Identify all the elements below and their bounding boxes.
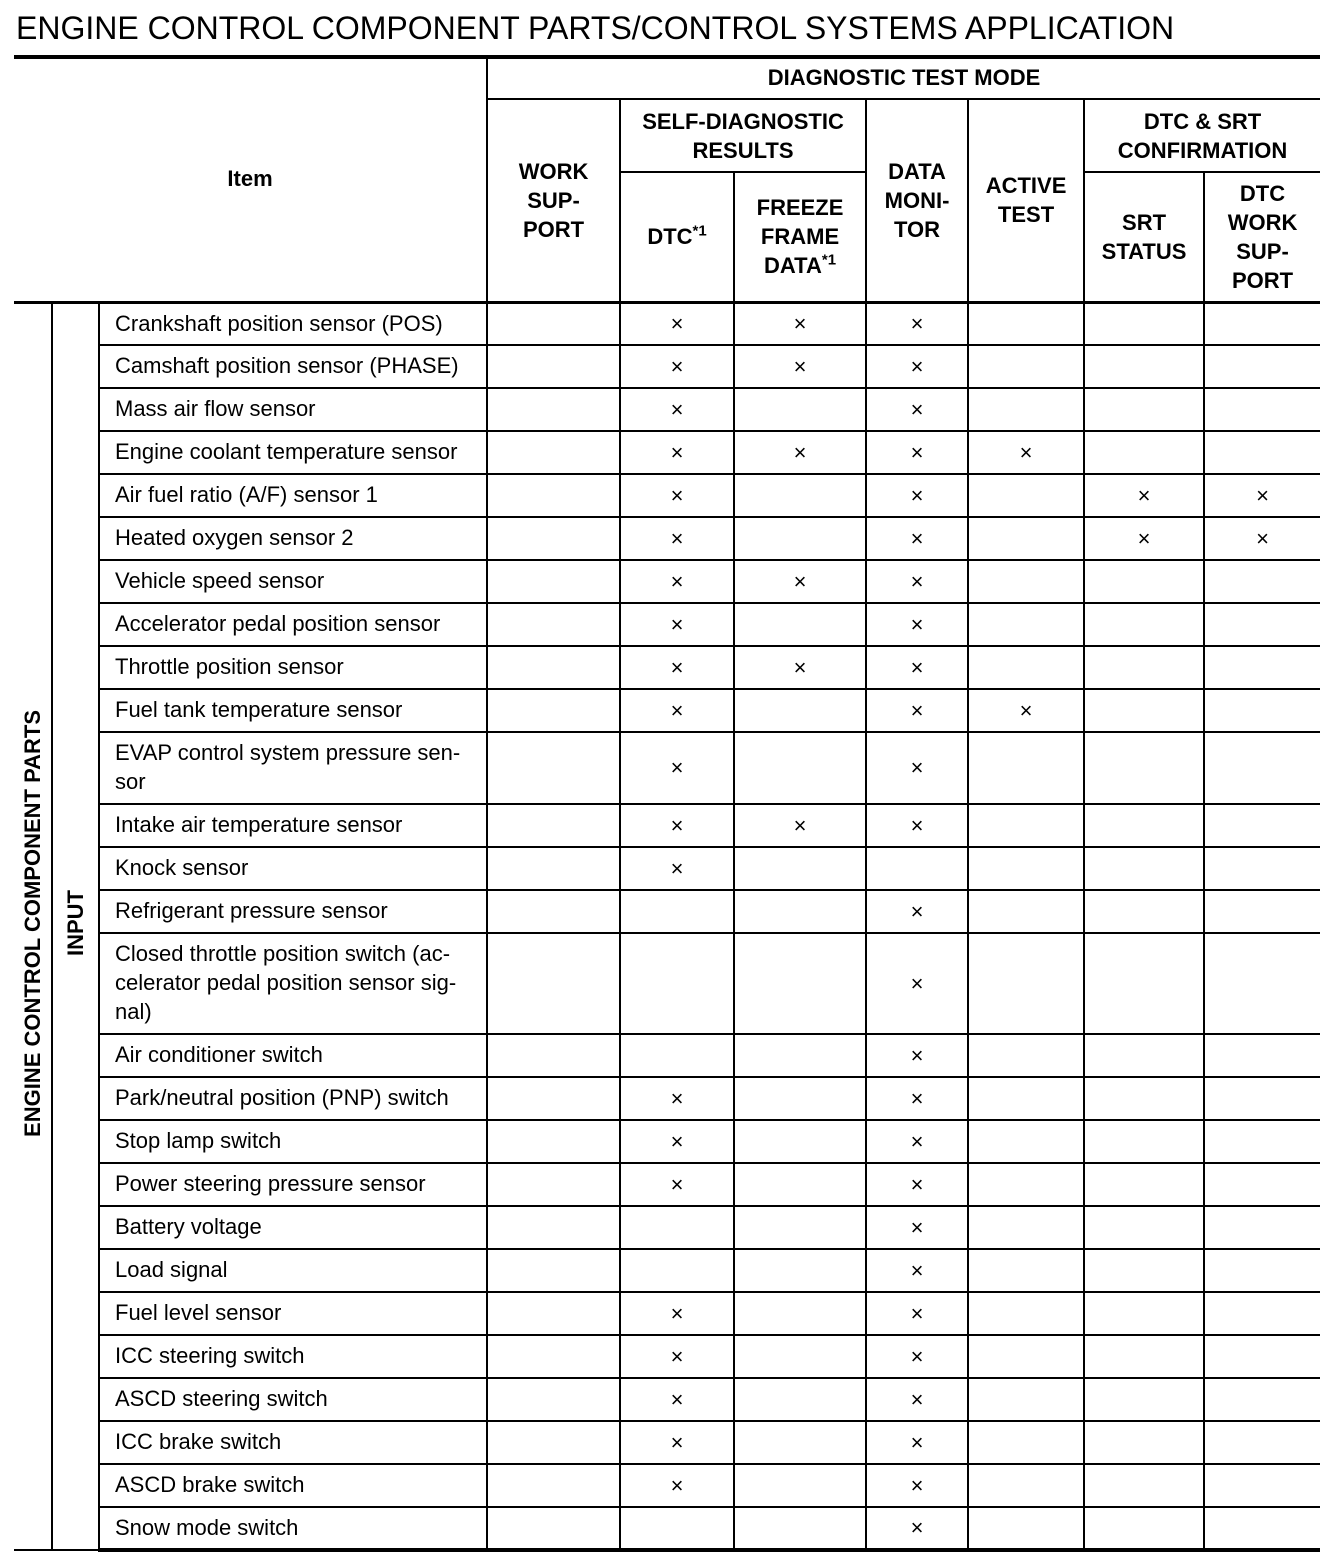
item-name: Park/neutral position (PNP) switch — [99, 1077, 487, 1120]
table-row — [14, 732, 1320, 804]
dtc-footnote-ref: *1 — [692, 222, 707, 240]
mark-cell-active-test — [968, 804, 1084, 847]
mark-cell-srt-status — [1084, 1249, 1204, 1292]
mark-cell-freeze-frame: × — [734, 345, 866, 388]
mark-cell-dtc-work-support — [1204, 1464, 1320, 1507]
mark-cell-dtc-work-support — [1204, 1335, 1320, 1378]
mark-cell-srt-status — [1084, 1034, 1204, 1077]
table-row — [14, 517, 1320, 560]
mark-cell-data-monitor: × — [866, 345, 968, 388]
mark-cell-srt-status — [1084, 1163, 1204, 1206]
mark-cell-work-support — [487, 1120, 620, 1163]
mark-cell-dtc: × — [620, 804, 734, 847]
data-monitor-header: DATA MONI- TOR — [866, 99, 968, 302]
item-name: Battery voltage — [99, 1206, 487, 1249]
mark-cell-data-monitor: × — [866, 804, 968, 847]
item-name: EVAP control system pressure sen- sor — [99, 732, 487, 804]
mark-cell-freeze-frame — [734, 933, 866, 1034]
mark-cell-data-monitor: × — [866, 474, 968, 517]
mark-cell-dtc — [620, 1507, 734, 1550]
table-row — [14, 1034, 1320, 1077]
mark-cell-freeze-frame: × — [734, 646, 866, 689]
mark-cell-work-support — [487, 1421, 620, 1464]
mark-cell-active-test — [968, 1292, 1084, 1335]
mark-cell-data-monitor — [866, 847, 968, 890]
mark-cell-active-test — [968, 1249, 1084, 1292]
mark-cell-work-support — [487, 1077, 620, 1120]
mark-cell-data-monitor: × — [866, 1292, 968, 1335]
mark-cell-dtc: × — [620, 1421, 734, 1464]
mark-cell-srt-status — [1084, 388, 1204, 431]
mark-cell-srt-status — [1084, 1464, 1204, 1507]
mark-cell-srt-status: × — [1084, 517, 1204, 560]
mark-cell-dtc-work-support — [1204, 1206, 1320, 1249]
item-name: Stop lamp switch — [99, 1120, 487, 1163]
mark-cell-work-support — [487, 1378, 620, 1421]
item-name: Vehicle speed sensor — [99, 560, 487, 603]
mark-cell-data-monitor: × — [866, 1206, 968, 1249]
table-row — [14, 345, 1320, 388]
table-body — [14, 302, 1320, 1550]
mark-cell-dtc-work-support — [1204, 560, 1320, 603]
table-row — [14, 388, 1320, 431]
self-diagnostic-results-header: SELF-DIAGNOSTIC RESULTS — [620, 99, 866, 172]
mark-cell-srt-status — [1084, 732, 1204, 804]
mark-cell-dtc-work-support — [1204, 1378, 1320, 1421]
mark-cell-active-test — [968, 1120, 1084, 1163]
mark-cell-data-monitor: × — [866, 689, 968, 732]
table-row — [14, 560, 1320, 603]
mark-cell-freeze-frame — [734, 517, 866, 560]
mark-cell-data-monitor: × — [866, 517, 968, 560]
mark-cell-active-test — [968, 933, 1084, 1034]
item-name: Knock sensor — [99, 847, 487, 890]
mark-cell-srt-status — [1084, 1292, 1204, 1335]
mark-cell-dtc-work-support — [1204, 1034, 1320, 1077]
mark-cell-dtc — [620, 1206, 734, 1249]
work-support-header: WORK SUP- PORT — [487, 99, 620, 302]
mark-cell-active-test — [968, 388, 1084, 431]
mark-cell-dtc-work-support: × — [1204, 517, 1320, 560]
mark-cell-dtc-work-support — [1204, 1421, 1320, 1464]
dtc-header: DTC$^{*1}$ — [620, 172, 734, 302]
mark-cell-dtc: × — [620, 1077, 734, 1120]
mark-cell-dtc: × — [620, 847, 734, 890]
mark-cell-work-support — [487, 1249, 620, 1292]
table-row — [14, 890, 1320, 933]
mark-cell-active-test — [968, 646, 1084, 689]
group-label: ENGINE CONTROL COMPONENT PARTS — [19, 709, 45, 1137]
mark-cell-dtc-work-support — [1204, 933, 1320, 1034]
mark-cell-freeze-frame: × — [734, 302, 866, 345]
table-row — [14, 804, 1320, 847]
mark-cell-srt-status — [1084, 560, 1204, 603]
mark-cell-dtc-work-support — [1204, 1120, 1320, 1163]
item-name: Snow mode switch — [99, 1507, 487, 1550]
table-row — [14, 1206, 1320, 1249]
mark-cell-freeze-frame — [734, 1249, 866, 1292]
mark-cell-freeze-frame: × — [734, 560, 866, 603]
mark-cell-data-monitor: × — [866, 1163, 968, 1206]
table-row — [14, 933, 1320, 1034]
mark-cell-data-monitor: × — [866, 1120, 968, 1163]
mark-cell-freeze-frame — [734, 474, 866, 517]
mark-cell-work-support — [487, 1464, 620, 1507]
item-name: Crankshaft position sensor (POS) — [99, 302, 487, 345]
mark-cell-active-test — [968, 1163, 1084, 1206]
item-name: Engine coolant temperature sensor — [99, 431, 487, 474]
table-row — [14, 1120, 1320, 1163]
mark-cell-dtc: × — [620, 732, 734, 804]
page-title: ENGINE CONTROL COMPONENT PARTS/CONTROL SYSTEMS APPLICATION — [16, 10, 1175, 46]
item-name: Mass air flow sensor — [99, 388, 487, 431]
mark-cell-freeze-frame — [734, 603, 866, 646]
mark-cell-dtc-work-support — [1204, 603, 1320, 646]
item-name: ASCD brake switch — [99, 1464, 487, 1507]
mark-cell-dtc: × — [620, 560, 734, 603]
mark-cell-dtc-work-support — [1204, 302, 1320, 345]
mark-cell-dtc-work-support — [1204, 804, 1320, 847]
mark-cell-work-support — [487, 345, 620, 388]
item-name: Heated oxygen sensor 2 — [99, 517, 487, 560]
mark-cell-freeze-frame — [734, 1421, 866, 1464]
mark-cell-data-monitor: × — [866, 603, 968, 646]
table-row — [14, 847, 1320, 890]
mark-cell-dtc — [620, 1034, 734, 1077]
mark-cell-work-support — [487, 560, 620, 603]
mark-cell-data-monitor: × — [866, 732, 968, 804]
mark-cell-freeze-frame — [734, 388, 866, 431]
mark-cell-freeze-frame — [734, 1507, 866, 1550]
table-row — [14, 646, 1320, 689]
mark-cell-dtc-work-support — [1204, 847, 1320, 890]
mark-cell-data-monitor: × — [866, 1378, 968, 1421]
mark-cell-dtc: × — [620, 302, 734, 345]
mark-cell-srt-status: × — [1084, 474, 1204, 517]
mark-cell-active-test — [968, 1378, 1084, 1421]
mark-cell-dtc: × — [620, 689, 734, 732]
item-name: Accelerator pedal position sensor — [99, 603, 487, 646]
mark-cell-srt-status — [1084, 1378, 1204, 1421]
mark-cell-freeze-frame — [734, 1292, 866, 1335]
table-row — [14, 689, 1320, 732]
mark-cell-work-support — [487, 933, 620, 1034]
item-name: ICC steering switch — [99, 1335, 487, 1378]
mark-cell-dtc-work-support: × — [1204, 474, 1320, 517]
mark-cell-dtc: × — [620, 1120, 734, 1163]
mark-cell-freeze-frame — [734, 1335, 866, 1378]
mark-cell-srt-status — [1084, 1335, 1204, 1378]
mark-cell-data-monitor: × — [866, 1034, 968, 1077]
mark-cell-dtc-work-support — [1204, 1077, 1320, 1120]
mark-cell-work-support — [487, 1507, 620, 1550]
mark-cell-dtc: × — [620, 646, 734, 689]
subgroup-label: INPUT — [62, 890, 88, 957]
mark-cell-srt-status — [1084, 603, 1204, 646]
table-row — [14, 1292, 1320, 1335]
srt-status-header: SRT STATUS — [1084, 172, 1204, 302]
item-name: Fuel level sensor — [99, 1292, 487, 1335]
item-name: Fuel tank temperature sensor — [99, 689, 487, 732]
mark-cell-dtc: × — [620, 345, 734, 388]
table-row — [14, 1077, 1320, 1120]
subgroup-label-cell — [52, 302, 99, 1550]
mark-cell-data-monitor: × — [866, 1464, 968, 1507]
mark-cell-dtc-work-support — [1204, 1507, 1320, 1550]
mark-cell-data-monitor: × — [866, 933, 968, 1034]
mark-cell-dtc-work-support — [1204, 1249, 1320, 1292]
mark-cell-data-monitor: × — [866, 431, 968, 474]
mark-cell-active-test — [968, 302, 1084, 345]
mark-cell-work-support — [487, 1206, 620, 1249]
mark-cell-dtc-work-support — [1204, 388, 1320, 431]
item-name: Air conditioner switch — [99, 1034, 487, 1077]
dtc-srt-confirmation-header: DTC & SRT CONFIRMATION — [1084, 99, 1320, 172]
mark-cell-work-support — [487, 517, 620, 560]
mark-cell-active-test — [968, 474, 1084, 517]
mark-cell-active-test — [968, 1507, 1084, 1550]
mark-cell-active-test — [968, 517, 1084, 560]
mark-cell-dtc: × — [620, 517, 734, 560]
mark-cell-data-monitor: × — [866, 1249, 968, 1292]
mark-cell-dtc-work-support — [1204, 890, 1320, 933]
mark-cell-dtc: × — [620, 1335, 734, 1378]
group-label-cell — [14, 302, 52, 1550]
mark-cell-active-test: × — [968, 431, 1084, 474]
mark-cell-dtc: × — [620, 1378, 734, 1421]
item-name: Air fuel ratio (A/F) sensor 1 — [99, 474, 487, 517]
mark-cell-active-test — [968, 1464, 1084, 1507]
freeze-frame-data-header: FREEZE FRAME DATA$^{*1}$ — [734, 172, 866, 302]
mark-cell-dtc: × — [620, 1163, 734, 1206]
mark-cell-active-test — [968, 1034, 1084, 1077]
mark-cell-dtc: × — [620, 388, 734, 431]
mark-cell-dtc-work-support — [1204, 1163, 1320, 1206]
mark-cell-freeze-frame — [734, 1378, 866, 1421]
mark-cell-active-test — [968, 560, 1084, 603]
mark-cell-freeze-frame — [734, 1206, 866, 1249]
mark-cell-srt-status — [1084, 646, 1204, 689]
table-row — [14, 603, 1320, 646]
mark-cell-srt-status — [1084, 431, 1204, 474]
mark-cell-srt-status — [1084, 1120, 1204, 1163]
mark-cell-dtc — [620, 933, 734, 1034]
item-name: Load signal — [99, 1249, 487, 1292]
table-row — [14, 1507, 1320, 1550]
item-name: Intake air temperature sensor — [99, 804, 487, 847]
mark-cell-work-support — [487, 1034, 620, 1077]
mark-cell-work-support — [487, 689, 620, 732]
mark-cell-freeze-frame — [734, 847, 866, 890]
item-name: Refrigerant pressure sensor — [99, 890, 487, 933]
mark-cell-srt-status — [1084, 302, 1204, 345]
mark-cell-srt-status — [1084, 345, 1204, 388]
mark-cell-work-support — [487, 646, 620, 689]
mark-cell-work-support — [487, 890, 620, 933]
mark-cell-data-monitor: × — [866, 1421, 968, 1464]
item-name: ICC brake switch — [99, 1421, 487, 1464]
mark-cell-dtc: × — [620, 1292, 734, 1335]
mark-cell-data-monitor: × — [866, 1077, 968, 1120]
mark-cell-active-test — [968, 847, 1084, 890]
mark-cell-data-monitor: × — [866, 646, 968, 689]
mark-cell-data-monitor: × — [866, 1507, 968, 1550]
mark-cell-dtc: × — [620, 603, 734, 646]
mark-cell-active-test — [968, 890, 1084, 933]
dtc-work-support-header: DTC WORK SUP- PORT — [1204, 172, 1320, 302]
mark-cell-data-monitor: × — [866, 560, 968, 603]
table-row — [14, 1163, 1320, 1206]
mark-cell-active-test — [968, 603, 1084, 646]
mark-cell-data-monitor: × — [866, 388, 968, 431]
diagnostic-test-mode-header: DIAGNOSTIC TEST MODE — [487, 57, 1320, 99]
active-test-header: ACTIVE TEST — [968, 99, 1084, 302]
mark-cell-srt-status — [1084, 804, 1204, 847]
table-row — [14, 1421, 1320, 1464]
table-row — [14, 1249, 1320, 1292]
table-row — [14, 474, 1320, 517]
mark-cell-active-test — [968, 1077, 1084, 1120]
mark-cell-work-support — [487, 1163, 620, 1206]
mark-cell-freeze-frame: × — [734, 804, 866, 847]
mark-cell-dtc-work-support — [1204, 1292, 1320, 1335]
mark-cell-active-test — [968, 1335, 1084, 1378]
item-header: Item — [14, 57, 487, 302]
mark-cell-data-monitor: × — [866, 890, 968, 933]
mark-cell-srt-status — [1084, 890, 1204, 933]
mark-cell-dtc-work-support — [1204, 732, 1320, 804]
mark-cell-dtc-work-support — [1204, 689, 1320, 732]
item-name: Throttle position sensor — [99, 646, 487, 689]
mark-cell-dtc: × — [620, 1464, 734, 1507]
mark-cell-srt-status — [1084, 1421, 1204, 1464]
mark-cell-freeze-frame — [734, 1464, 866, 1507]
mark-cell-freeze-frame — [734, 1034, 866, 1077]
mark-cell-dtc: × — [620, 431, 734, 474]
application-table — [14, 57, 1320, 1552]
item-name: ASCD steering switch — [99, 1378, 487, 1421]
mark-cell-work-support — [487, 732, 620, 804]
item-name: Power steering pressure sensor — [99, 1163, 487, 1206]
mark-cell-srt-status — [1084, 933, 1204, 1034]
mark-cell-dtc: × — [620, 474, 734, 517]
mark-cell-work-support — [487, 431, 620, 474]
mark-cell-active-test — [968, 732, 1084, 804]
mark-cell-srt-status — [1084, 689, 1204, 732]
mark-cell-freeze-frame: × — [734, 431, 866, 474]
mark-cell-dtc-work-support — [1204, 431, 1320, 474]
item-name: Closed throttle position switch (ac- celerator pedal position sensor sig- nal) — [99, 933, 487, 1034]
mark-cell-freeze-frame — [734, 1077, 866, 1120]
table-row — [14, 1464, 1320, 1507]
mark-cell-freeze-frame — [734, 890, 866, 933]
mark-cell-data-monitor: × — [866, 302, 968, 345]
mark-cell-active-test — [968, 1421, 1084, 1464]
mark-cell-work-support — [487, 603, 620, 646]
mark-cell-freeze-frame — [734, 689, 866, 732]
mark-cell-srt-status — [1084, 1507, 1204, 1550]
table-row — [14, 1378, 1320, 1421]
table-row — [14, 1335, 1320, 1378]
mark-cell-work-support — [487, 302, 620, 345]
mark-cell-work-support — [487, 1335, 620, 1378]
mark-cell-data-monitor: × — [866, 1335, 968, 1378]
mark-cell-freeze-frame — [734, 1163, 866, 1206]
table-row — [14, 302, 1320, 345]
mark-cell-srt-status — [1084, 1206, 1204, 1249]
freeze-footnote-ref: *1 — [821, 251, 837, 269]
mark-cell-work-support — [487, 1292, 620, 1335]
item-name: Camshaft position sensor (PHASE) — [99, 345, 487, 388]
mark-cell-dtc — [620, 890, 734, 933]
mark-cell-freeze-frame — [734, 1120, 866, 1163]
mark-cell-srt-status — [1084, 1077, 1204, 1120]
mark-cell-freeze-frame — [734, 732, 866, 804]
mark-cell-dtc — [620, 1249, 734, 1292]
table-row — [14, 431, 1320, 474]
mark-cell-work-support — [487, 388, 620, 431]
mark-cell-active-test — [968, 345, 1084, 388]
mark-cell-work-support — [487, 474, 620, 517]
mark-cell-dtc-work-support — [1204, 345, 1320, 388]
mark-cell-work-support — [487, 847, 620, 890]
mark-cell-srt-status — [1084, 847, 1204, 890]
mark-cell-active-test: × — [968, 689, 1084, 732]
mark-cell-work-support — [487, 804, 620, 847]
mark-cell-active-test — [968, 1206, 1084, 1249]
mark-cell-dtc-work-support — [1204, 646, 1320, 689]
